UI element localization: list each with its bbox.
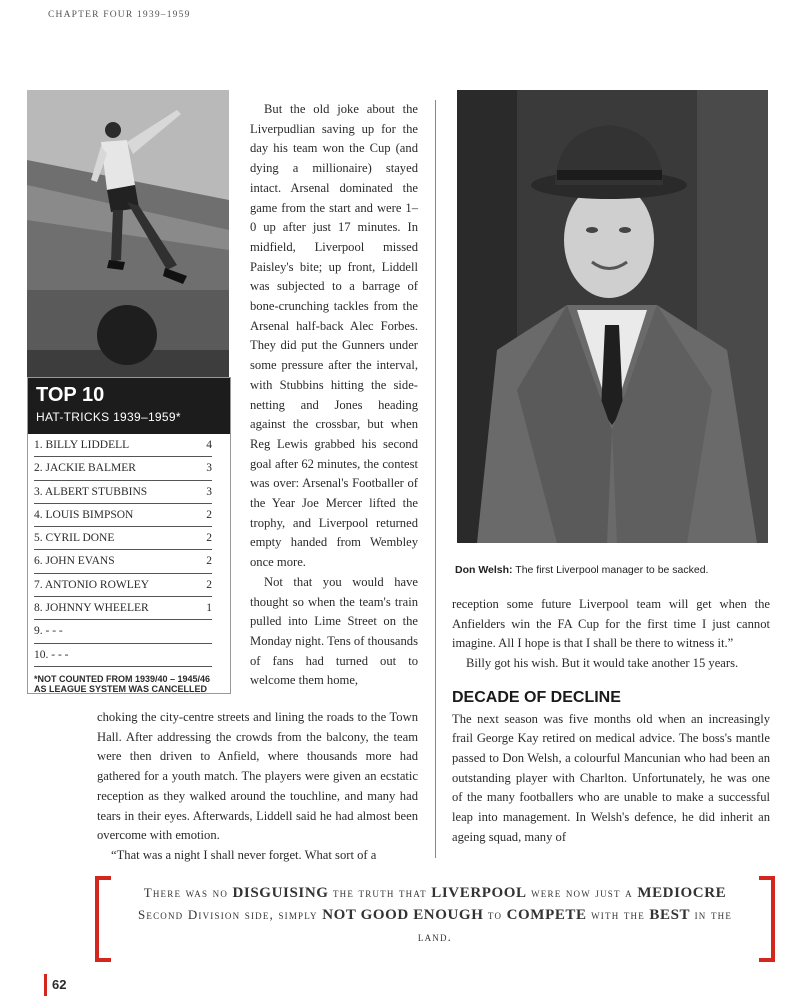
column-divider — [435, 100, 436, 858]
section-heading: DECADE OF DECLINE — [452, 688, 621, 706]
top10-box — [27, 377, 231, 694]
paragraph: Not that you would have thought so when the team's train pulled into Lime Street on the Monday night. Tens of thousands of fans had turned out to welcome them home, — [250, 574, 418, 688]
hat-trick-count: 1 — [206, 602, 212, 615]
list-item — [34, 434, 212, 457]
list-item — [34, 527, 212, 550]
player-name: 9. - - - — [34, 625, 63, 638]
player-name: 6. JOHN EVANS — [34, 555, 115, 568]
page-number: 62 — [44, 974, 66, 996]
list-item — [34, 620, 212, 643]
quote-bracket-right — [759, 876, 775, 962]
list-item — [34, 504, 212, 527]
player-name: 7. ANTONIO ROWLEY — [34, 578, 150, 591]
list-item — [34, 481, 212, 504]
paragraph: But the old joke about the Liverpudlian saving up for the day his team won the Cup (and dying a millionaire) stayed intact. Arsenal dominated the game from the start and were 1–0 up after just 17 minutes. In midfield, Liverpool missed Paisley's bite; up front, Liddell was subjected to a barrage of bone-crunching tackles from the Arsenal half-back Alec Forbes. They did put the Gunners under some pressure after the interval, with Stubbins hitting the side-netting and Jones heading against the crossbar, but when Reg Lewis grabbed his second goal after 62 minutes, the contest was over: Arsenal's Footballer of the Year Joe Mercer lifted the trophy, and Liverpool returned empty handed from Wembley once more. — [250, 102, 418, 570]
player-name: 1. BILLY LIDDELL — [34, 439, 130, 451]
top10-list — [28, 434, 230, 667]
paragraph: reception some future Liverpool team will get when the Anfielders win the FA Cup for the first time I just cannot imagine. All I hope is that I shall be there to witness it.” — [452, 597, 770, 651]
photo-caption — [455, 564, 770, 576]
player-name: 10. - - - — [34, 648, 69, 661]
pull-quote-text: There was no DISGUISING the truth that LIVERPOOL were now just a MEDIOCRE Second Division side, simply NOT GOOD ENOUGH to COMPETE with the BEST in the land. — [137, 885, 733, 944]
hat-trick-count: 3 — [206, 462, 212, 475]
list-item — [34, 574, 212, 597]
hat-trick-count: 2 — [206, 578, 212, 591]
list-item — [34, 457, 212, 480]
top10-title: TOP 10 — [36, 384, 105, 406]
player-photo — [27, 90, 229, 377]
caption-text: The first Liverpool manager to be sacked. — [512, 564, 709, 576]
hat-trick-count: 3 — [206, 485, 212, 498]
list-item — [34, 597, 212, 620]
quote-bracket-left — [95, 876, 111, 962]
hat-trick-count: 4 — [206, 439, 212, 451]
running-head: CHAPTER FOUR 1939–1959 — [48, 10, 191, 20]
paragraph: “That was a night I shall never forget. What sort of a — [111, 847, 377, 862]
hat-trick-count: 2 — [206, 508, 212, 521]
player-name: 2. JACKIE BALMER — [34, 462, 136, 475]
article-column-left-bottom — [97, 708, 418, 866]
top10-header — [28, 378, 230, 434]
list-item — [34, 644, 212, 667]
list-item — [34, 550, 212, 573]
player-name: 3. ALBERT STUBBINS — [34, 485, 148, 498]
paragraph: The next season was five months old when an increasingly frail George Kay retired on medical advice. The boss's mantle passed to Don Welsh, a colourful Mancunian who had been an outstanding player with Charlton. Unfortunately, he was one of the many footballers who are unable to make a successful leap into management. In Welsh's defence, he did inherit an ageing squad, many of — [452, 711, 770, 844]
article-column-middle — [250, 100, 418, 691]
pull-quote — [95, 876, 775, 954]
top10-subtitle: HAT-TRICKS 1939–1959* — [36, 410, 181, 424]
hat-trick-count: 2 — [206, 555, 212, 568]
manager-photo — [457, 90, 768, 543]
hat-trick-count: 2 — [206, 532, 212, 545]
paragraph: choking the city-centre streets and lining the roads to the Town Hall. After addressing the crowds from the balcony, the team were then driven to Anfield, where thousands more had gathered for a youth match. The players were given an ecstatic reception as they walked around the touchline, and many had tears in their eyes. Afterwards, Liddell said he had almost been overcome with emotion. — [97, 710, 418, 843]
top10-footnote: *NOT COUNTED FROM 1939/40 – 1945/46 AS LEAGUE SYSTEM WAS CANCELLED — [34, 673, 211, 694]
player-name: 4. LOUIS BIMPSON — [34, 508, 134, 521]
article-column-right — [452, 595, 770, 847]
caption-name: Don Welsh: — [455, 564, 513, 576]
paragraph: Billy got his wish. But it would take another 15 years. — [466, 656, 739, 671]
player-name: 5. CYRIL DONE — [34, 532, 115, 545]
player-name: 8. JOHNNY WHEELER — [34, 602, 149, 615]
